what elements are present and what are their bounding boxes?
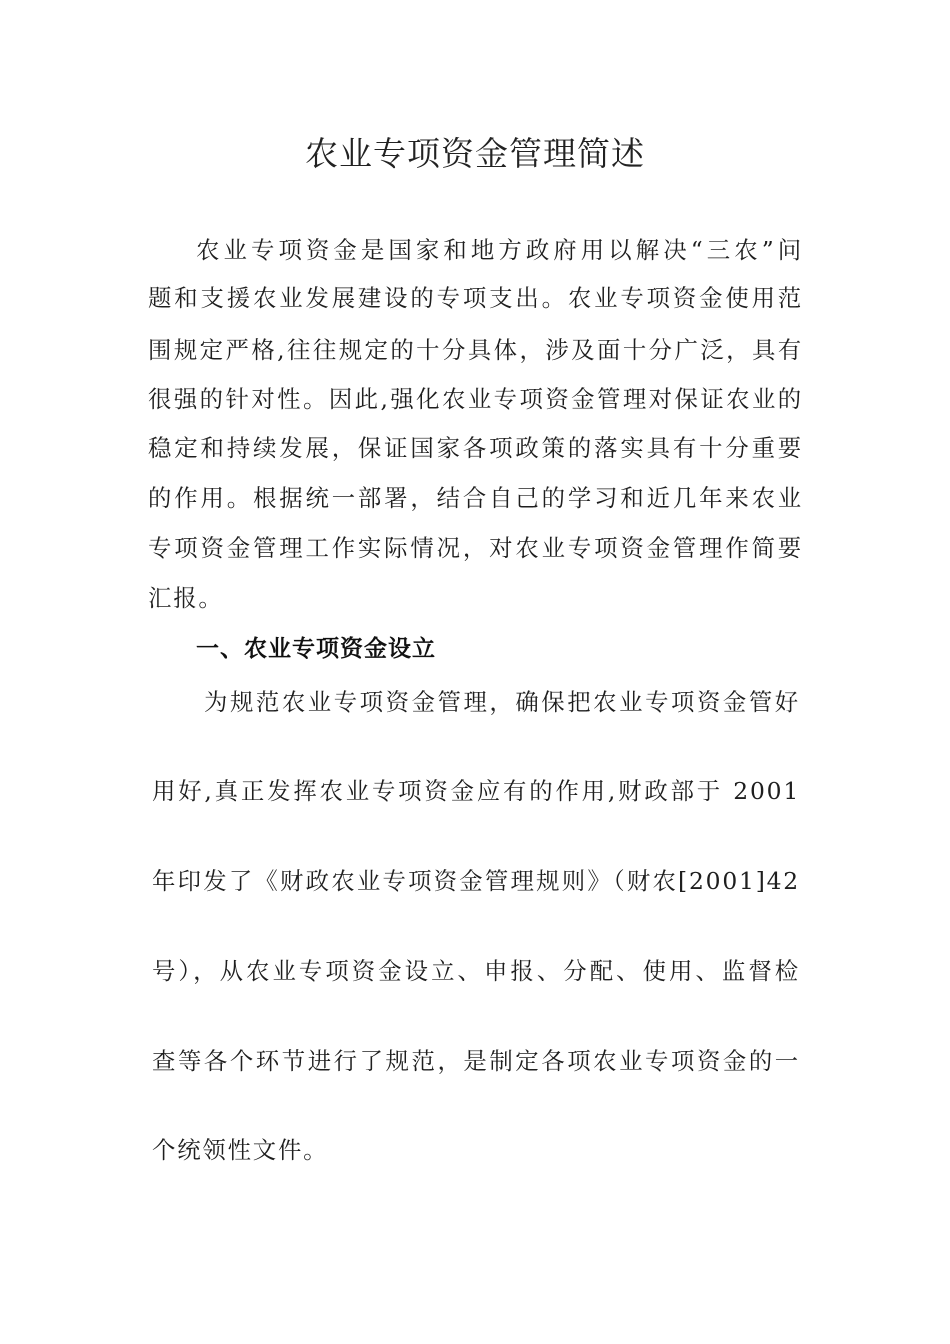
paragraph2-line-4: 号），从农业专项资金设立、申报、分配、使用、监督检 xyxy=(152,957,800,985)
paragraph1-line-2: 题和支援农业发展建设的专项支出。农业专项资金使用范 xyxy=(148,284,803,312)
paragraph2-line-3: 年印发了《财政农业专项资金管理规则》（财农[2001]42 xyxy=(152,867,800,895)
paragraph2-line-6: 个统领性文件。 xyxy=(152,1136,329,1164)
paragraph1-line-3: 围规定严格,往往规定的十分具体，涉及面十分广泛，具有 xyxy=(148,336,803,364)
paragraph1-line-6: 的作用。根据统一部署，结合自己的学习和近几年来农业 xyxy=(148,484,803,512)
paragraph1-line-1: 农业专项资金是国家和地方政府用以解决“三农”问 xyxy=(196,236,803,264)
paragraph1-line-5: 稳定和持续发展，保证国家各项政策的落实具有十分重要 xyxy=(148,434,803,462)
paragraph1-line-8: 汇报。 xyxy=(148,584,224,612)
paragraph2-line-5: 查等各个环节进行了规范，是制定各项农业专项资金的一 xyxy=(152,1047,800,1075)
paragraph2-line-2: 用好,真正发挥农业专项资金应有的作用,财政部于 2001 xyxy=(152,777,800,805)
section-heading: 一、农业专项资金设立 xyxy=(196,636,436,662)
document-title: 农业专项资金管理简述 xyxy=(305,134,645,173)
paragraph1-line-4: 很强的针对性。因此,强化农业专项资金管理对保证农业的 xyxy=(148,385,803,413)
paragraph2-line-1: 为规范农业专项资金管理，确保把农业专项资金管好 xyxy=(204,688,800,716)
paragraph1-line-7: 专项资金管理工作实际情况，对农业专项资金管理作简要 xyxy=(148,534,803,562)
